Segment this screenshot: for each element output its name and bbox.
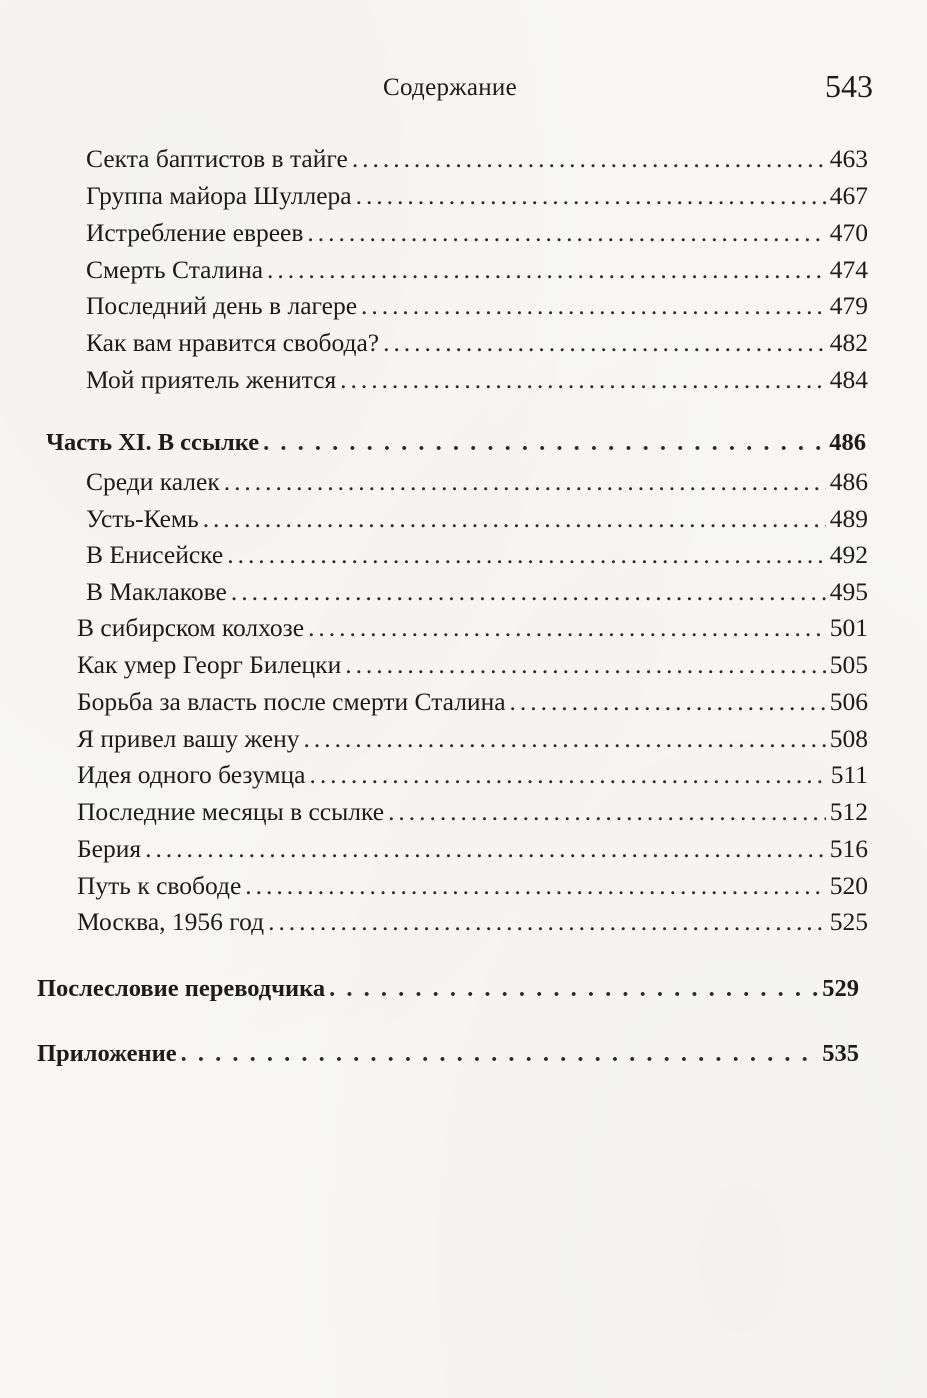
- toc-afterword: [37, 972, 859, 1006]
- toc-entry-title: Я привел вашу жену: [77, 724, 300, 753]
- toc-entry-page: 525: [829, 907, 868, 936]
- toc-entry: [77, 869, 868, 903]
- dot-leader: [309, 758, 826, 792]
- toc-entry: [77, 722, 868, 756]
- dot-leader: [227, 538, 826, 572]
- toc-entry: [86, 289, 868, 323]
- toc-entry-title: Последние месяцы в ссылке: [77, 797, 385, 826]
- toc-entry: [86, 502, 868, 536]
- toc-entry-title: В Маклакове: [86, 577, 227, 606]
- toc-appendix: [37, 1037, 859, 1071]
- dot-leader: [224, 465, 826, 499]
- dot-leader: [510, 685, 826, 719]
- toc-entry-page: 495: [829, 577, 868, 606]
- toc-entry-page: 474: [829, 255, 868, 284]
- page-number: 543: [825, 68, 873, 104]
- page-title: Содержание: [383, 74, 517, 101]
- toc-entry: [86, 575, 868, 609]
- toc-entry-page: 467: [829, 181, 868, 210]
- toc-entry-title: Секта баптистов в тайге: [86, 144, 348, 173]
- toc-appendix-page: 535: [822, 1040, 859, 1067]
- toc-entry-page: 479: [829, 291, 868, 320]
- dot-leader: [203, 502, 826, 536]
- toc-entry: [86, 142, 868, 176]
- dot-leader: [352, 142, 826, 176]
- toc-entry-title: Как умер Георг Билецки: [77, 650, 342, 679]
- dot-leader: [145, 832, 826, 866]
- toc-entry: [77, 648, 868, 682]
- toc-entry-title: Путь к свободе: [77, 871, 242, 900]
- dot-leader: [245, 869, 825, 903]
- toc-entry-page: 508: [829, 724, 868, 753]
- toc-entry: [77, 611, 868, 645]
- toc-entry-title: В сибирском колхозе: [77, 613, 305, 642]
- toc-entry-page: 506: [829, 687, 868, 716]
- toc-entry-page: 505: [829, 650, 868, 679]
- toc-entry-page: 463: [829, 144, 868, 173]
- toc-entry-page: 482: [829, 328, 868, 357]
- toc-part-page: 486: [829, 429, 866, 456]
- dot-leader: [329, 972, 818, 1006]
- dot-leader: [304, 722, 826, 756]
- toc-entry-title: Среди калек: [86, 467, 220, 496]
- toc-part-title: Часть XI. В ссылке: [46, 429, 260, 456]
- dot-leader: [383, 326, 826, 360]
- dot-leader: [340, 363, 826, 397]
- toc-entry-page: 501: [829, 613, 868, 642]
- toc-entry-page: 484: [829, 365, 868, 394]
- dot-leader: [388, 795, 826, 829]
- dot-leader: [307, 216, 825, 250]
- dot-leader: [345, 648, 826, 682]
- toc-entry: [86, 179, 868, 213]
- toc-entry: [77, 795, 868, 829]
- toc-entry: [77, 905, 868, 939]
- running-head: [0, 68, 927, 108]
- toc-appendix-title: Приложение: [37, 1040, 177, 1067]
- toc-entry: [77, 832, 868, 866]
- toc-entry-title: Истребление евреев: [86, 218, 304, 247]
- toc-entry-title: Усть-Кемь: [86, 504, 199, 533]
- toc-afterword-title: Послесловие переводчика: [37, 975, 326, 1002]
- toc-part-heading: [46, 426, 866, 460]
- toc-entry: [77, 758, 868, 792]
- toc-entry: [86, 465, 868, 499]
- toc-entry-title: Идея одного безумца: [77, 760, 306, 789]
- toc-entry-title: В Енисейске: [86, 540, 224, 569]
- toc-entry-page: 520: [829, 871, 868, 900]
- toc-entry-page: 512: [829, 797, 868, 826]
- toc-entry-title: Последний день в лагере: [86, 291, 358, 320]
- toc-entry: [86, 538, 868, 572]
- toc-entry: [77, 685, 868, 719]
- toc-entry: [86, 363, 868, 397]
- dot-leader: [181, 1037, 819, 1071]
- toc-entry-page: 470: [829, 218, 868, 247]
- toc-entry-title: Москва, 1956 год: [77, 907, 265, 936]
- toc-entry-page: 511: [830, 760, 868, 789]
- dot-leader: [263, 426, 825, 460]
- toc-entry: [86, 253, 868, 287]
- toc-entry-title: Борьба за власть после смерти Сталина: [77, 687, 506, 716]
- toc-entry: [86, 326, 868, 360]
- toc-entry-title: Смерть Сталина: [86, 255, 264, 284]
- dot-leader: [231, 575, 826, 609]
- dot-leader: [356, 179, 826, 213]
- toc-entry: [86, 216, 868, 250]
- toc-entry-title: Берия: [77, 834, 142, 863]
- toc-entry-page: 489: [829, 504, 868, 533]
- toc-entry-page: 516: [829, 834, 868, 863]
- toc-afterword-page: 529: [822, 975, 859, 1002]
- toc-entry-page: 486: [829, 467, 868, 496]
- toc-entry-title: Мой приятель женится: [86, 365, 337, 394]
- dot-leader: [267, 253, 826, 287]
- dot-leader: [268, 905, 826, 939]
- toc-entry-title: Как вам нравится свобода?: [86, 328, 380, 357]
- dot-leader: [308, 611, 826, 645]
- toc-entry-page: 492: [829, 540, 868, 569]
- dot-leader: [361, 289, 826, 323]
- toc-entry-title: Группа майора Шуллера: [86, 181, 352, 210]
